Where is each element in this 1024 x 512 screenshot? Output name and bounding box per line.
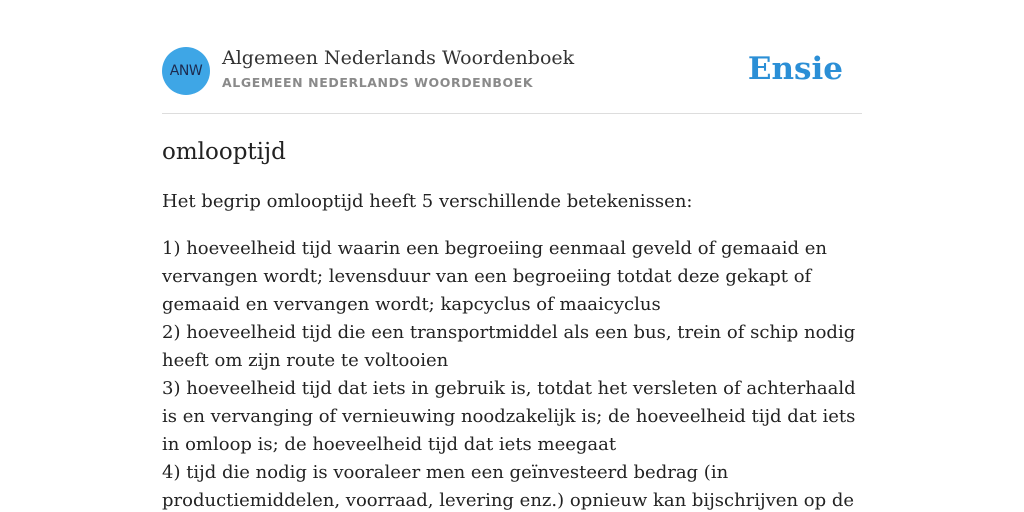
word-title: omlooptijd [162,139,286,165]
meanings-list [162,235,862,512]
header-divider [162,113,862,114]
anw-logo[interactable]: ANW [162,47,210,95]
meaning-item: 4) tijd die nodig is vooraleer men een geïnvesteerd bedrag (in productiemiddelen, voorraad, levering enz.) opnieuw kan bijschrijven op de [162,462,855,511]
ensie-brand-logo[interactable]: Ensie [747,51,843,87]
site-title[interactable]: Algemeen Nederlands Woordenboek [222,47,575,69]
site-header [162,47,862,97]
meaning-item: 1) hoeveelheid tijd waarin een begroeiing eenmaal geveld of gemaaid en vervangen wordt; levensduur van een begroeiing totdat deze gekapt of gemaaid en vervangen wordt; kapcyclus of maaicyclus [162,238,827,315]
main-content [162,136,862,512]
site-subtitle: ALGEMEEN NEDERLANDS WOORDENBOEK [222,75,534,90]
meaning-item: 2) hoeveelheid tijd die een transportmiddel als een bus, trein of schip nodig heeft om zijn route te voltooien [162,322,856,371]
meaning-item: 3) hoeveelheid tijd dat iets in gebruik is, totdat het versleten of achterhaald is en vervanging of vernieuwing noodzakelijk is; de hoeveelheid tijd dat iets in omloop is; de hoeveelheid tijd dat iets meegaat [162,378,856,455]
intro-text: Het begrip omlooptijd heeft 5 verschillende betekenissen: [162,191,693,212]
